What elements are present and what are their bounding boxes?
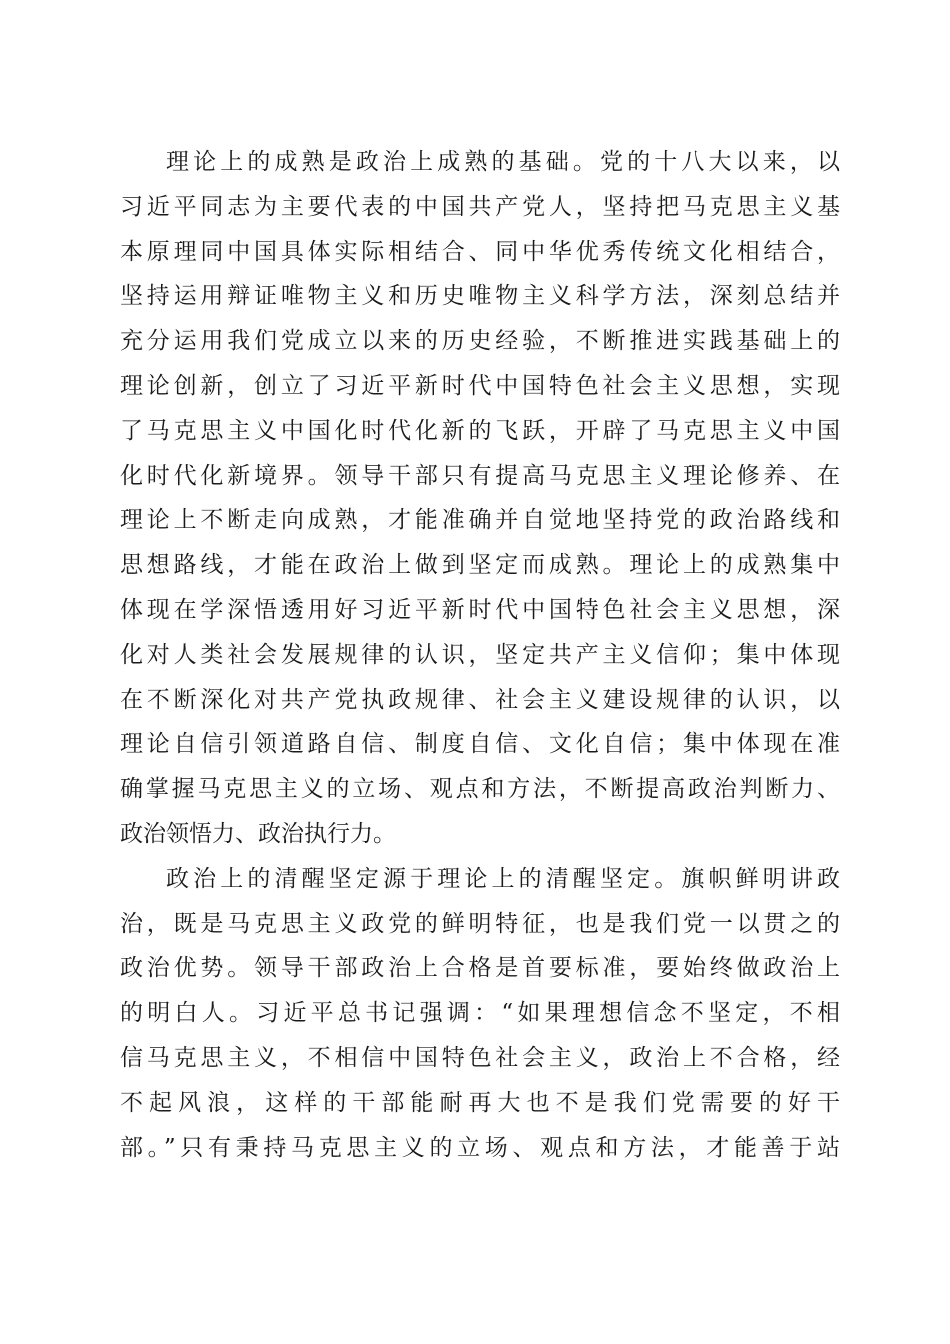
text-line: 理论上的成熟是政治上成熟的基础。党的十八大以来，以 [166,149,840,175]
text-line: 的明白人。习近平总书记强调：“如果理想信念不坚定，不相 [120,1000,840,1027]
paragraph-1 [120,140,840,857]
text-line: 理论上不断走向成熟，才能准确并自觉地坚持党的政治路线和 [120,507,840,534]
text-line: 化时代化新境界。领导干部只有提高马克思主义理论修养、在 [120,462,840,489]
text-line: 理论创新，创立了习近平新时代中国特色社会主义思想，实现 [120,372,840,399]
text-line: 在不断深化对共产党执政规律、社会主义建设规律的认识，以 [120,686,840,713]
text-line: 了马克思主义中国化时代化新的飞跃，开辟了马克思主义中国 [120,417,840,444]
text-line: 确掌握马克思主义的立场、观点和方法，不断提高政治判断力、 [120,776,840,803]
text-line: 政治上的清醒坚定源于理论上的清醒坚定。旗帜鲜明讲政 [166,865,840,892]
text-line: 本原理同中国具体实际相结合、同中华优秀传统文化相结合， [120,238,840,265]
text-line: 信马克思主义，不相信中国特色社会主义，政治上不合格，经 [120,1044,840,1071]
text-line: 坚持运用辩证唯物主义和历史唯物主义科学方法，深刻总结并 [120,283,840,310]
text-line: 政治领悟力、政治执行力。 [120,820,396,847]
text-line: 思想路线，才能在政治上做到坚定而成熟。理论上的成熟集中 [120,552,840,579]
text-line: 化对人类社会发展规律的认识，坚定共产主义信仰；集中体现 [120,641,840,668]
text-line: 理论自信引领道路自信、制度自信、文化自信；集中体现在准 [120,731,840,758]
text-line: 部。”只有秉持马克思主义的立场、观点和方法，才能善于站 [120,1134,840,1161]
text-line: 治，既是马克思主义政党的鲜明特征，也是我们党一以贯之的 [120,910,840,937]
text-line: 政治优势。领导干部政治上合格是首要标准，要始终做政治上 [120,955,840,982]
text-line: 充分运用我们党成立以来的历史经验，不断推进实践基础上的 [120,328,840,355]
text-line: 习近平同志为主要代表的中国共产党人，坚持把马克思主义基 [120,193,840,220]
text-line: 体现在学深悟透用好习近平新时代中国特色社会主义思想，深 [120,596,840,623]
document-body [120,140,840,1170]
paragraph-2 [120,857,840,1171]
text-line: 不起风浪，这样的干部能耐再大也不是我们党需要的好干 [120,1089,840,1116]
